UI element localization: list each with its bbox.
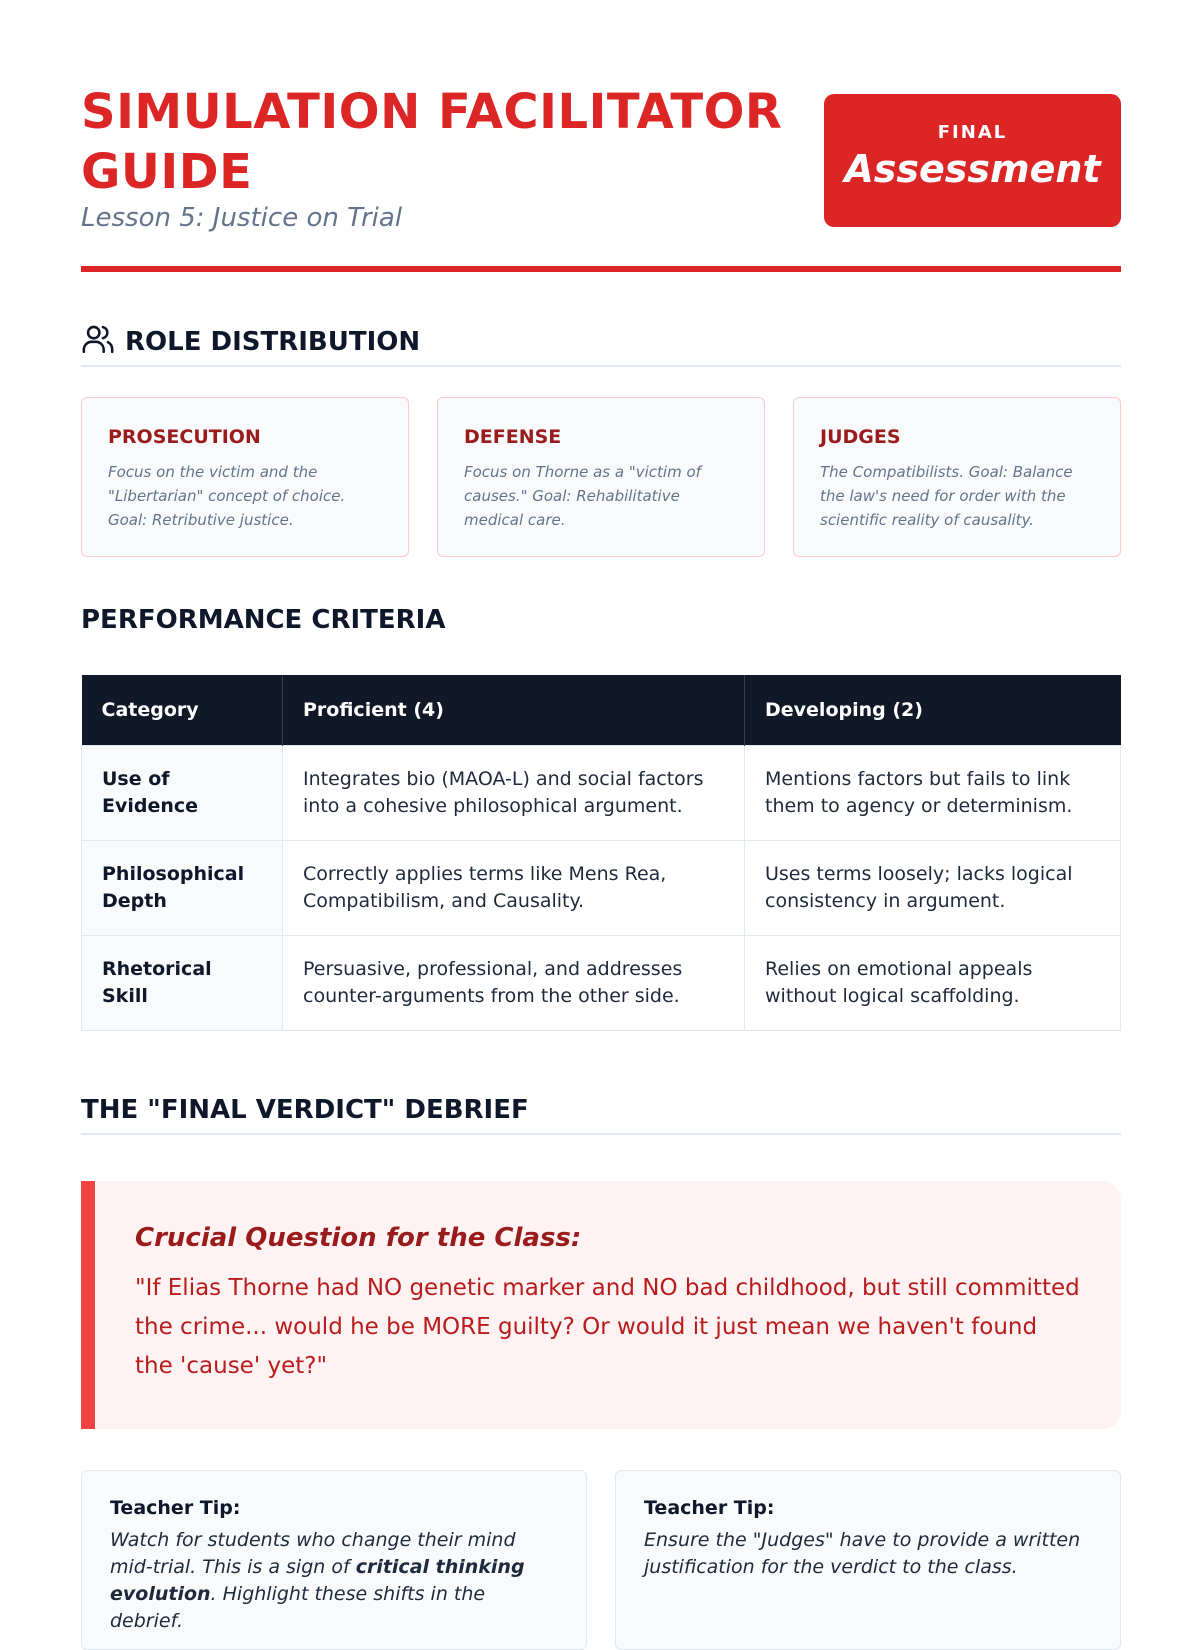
role-card-judges (793, 397, 1121, 557)
tip-title: Teacher Tip: (110, 1497, 241, 1519)
callout-title: Crucial Question for the Class: (135, 1223, 582, 1253)
role-name: DEFENSE (464, 426, 562, 448)
developing-cell: Mentions factors but fails to link them to agency or determinism. (745, 745, 1121, 840)
column-header-developing: Developing (2) (745, 675, 1121, 745)
badge-main-label: Assessment (844, 147, 1101, 191)
table-row (82, 840, 1121, 935)
role-card-defense (437, 397, 765, 557)
table-row (82, 745, 1121, 840)
role-description: Focus on the victim and the "Libertarian" concept of choice. Goal: Retributive justice. (108, 463, 346, 529)
debrief-heading: THE "FINAL VERDICT" DEBRIEF (81, 1095, 1121, 1135)
role-description: The Compatibilists. Goal: Balance the law's need for order with the scientific reality of causality. (820, 463, 1073, 529)
header-divider (81, 266, 1121, 272)
guide-header (81, 0, 1121, 275)
role-distribution-heading (81, 322, 1121, 367)
performance-criteria-heading: PERFORMANCE CRITERIA (81, 605, 446, 635)
users-icon (81, 322, 115, 356)
table-row (82, 935, 1121, 1030)
role-name: JUDGES (820, 426, 901, 448)
teacher-tip-card (615, 1470, 1121, 1650)
teacher-tip-card (81, 1470, 587, 1650)
tip-text (110, 1527, 558, 1635)
category-cell: Rhetorical Skill (82, 935, 283, 1030)
table-header-row (82, 675, 1121, 745)
role-distribution-title: ROLE DISTRIBUTION (125, 327, 421, 357)
page-title: SIMULATION FACILITATOR GUIDE (81, 84, 783, 200)
proficient-cell: Persuasive, professional, and addresses counter-arguments from the other side. (283, 935, 745, 1030)
proficient-cell: Integrates bio (MAOA-L) and social factors into a cohesive philosophical argument. (283, 745, 745, 840)
tip-text: Ensure the "Judges" have to provide a written justification for the verdict to the class. (644, 1529, 1081, 1578)
developing-cell: Relies on emotional appeals without logical scaffolding. (745, 935, 1121, 1030)
badge-top-label: FINAL (937, 122, 1008, 143)
category-cell: Philosophical Depth (82, 840, 283, 935)
teacher-tips (81, 1470, 1121, 1650)
column-header-proficient: Proficient (4) (283, 675, 745, 745)
lesson-subtitle: Lesson 5: Justice on Trial (81, 203, 403, 233)
facilitator-guide-page (81, 0, 1121, 1632)
tip-title: Teacher Tip: (644, 1497, 775, 1519)
assessment-badge (824, 94, 1121, 227)
role-name: PROSECUTION (108, 426, 261, 448)
category-cell: Use of Evidence (82, 745, 283, 840)
crucial-question-callout (81, 1181, 1121, 1429)
callout-question: "If Elias Thorne had NO genetic marker and NO bad childhood, but still committed the crime... would he be MORE guilty? Or would it just mean we haven't found the 'cause' yet?" (135, 1275, 1080, 1379)
tip-text-emphasis: critical thinking evolution (110, 1556, 525, 1605)
role-cards (81, 397, 1121, 557)
tip-text-part: Watch for students who change their mind mid-trial. This is a sign of (110, 1529, 516, 1578)
role-description: Focus on Thorne as a "victim of causes." Goal: Rehabilitative medical care. (464, 463, 701, 529)
developing-cell: Uses terms loosely; lacks logical consistency in argument. (745, 840, 1121, 935)
tip-text-part: . Highlight these shifts in the debrief. (110, 1583, 486, 1632)
column-header-category: Category (82, 675, 283, 745)
role-card-prosecution (81, 397, 409, 557)
criteria-table (81, 675, 1121, 1031)
proficient-cell: Correctly applies terms like Mens Rea, Compatibilism, and Causality. (283, 840, 745, 935)
